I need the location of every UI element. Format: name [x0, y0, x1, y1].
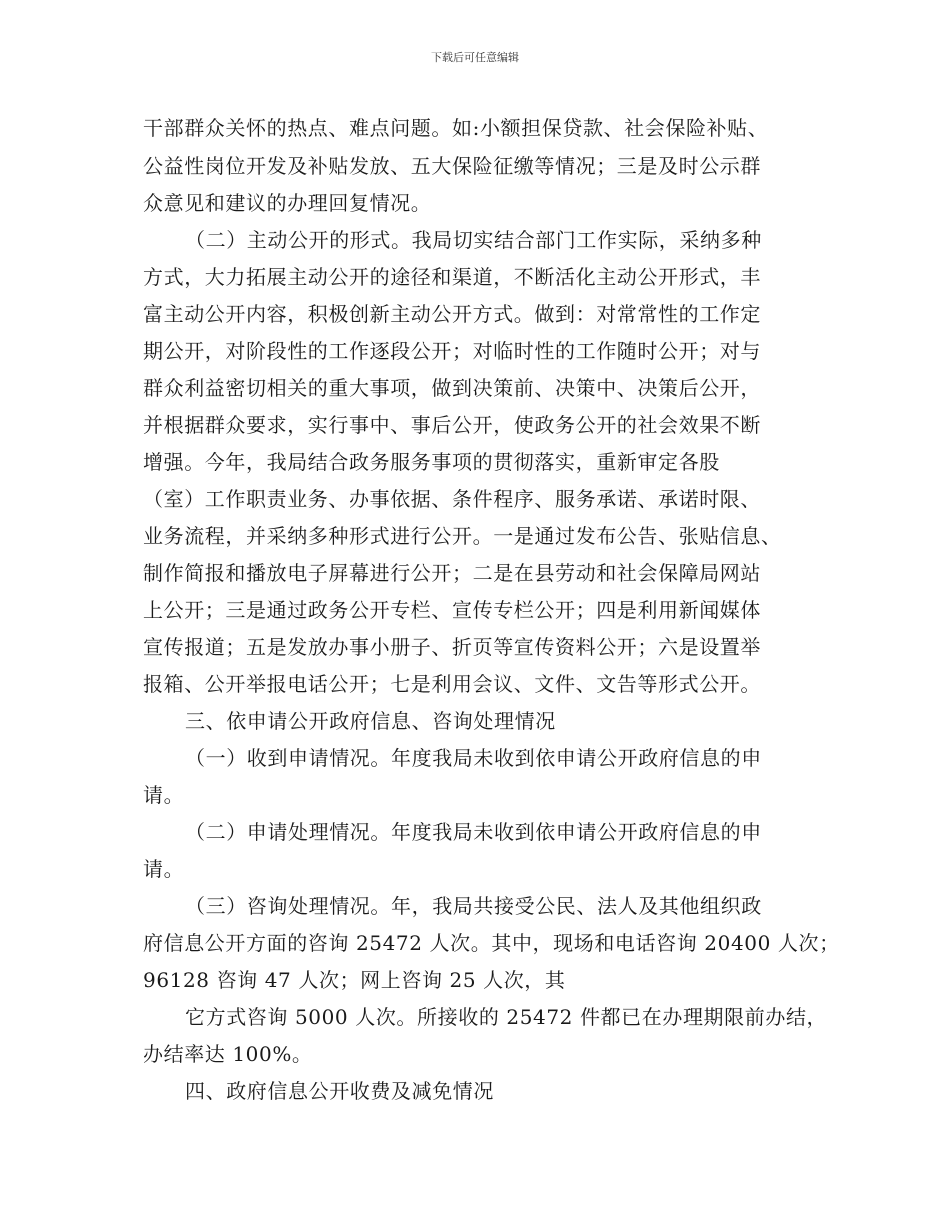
text-line: 公益性岗位开发及补贴发放、五大保险征缴等情况；三是及时公示群	[143, 154, 761, 178]
text-line: 期公开，对阶段性的工作逐段公开；对临时性的工作随时公开；对与	[143, 339, 761, 363]
text-line: 办结率达 100%。	[143, 1042, 313, 1066]
text-line: （二）主动公开的形式。我局切实结合部门工作实际，采纳多种	[185, 228, 762, 252]
section-heading: 四、政府信息公开收费及减免情况	[185, 1079, 494, 1103]
text-line: （一）收到申请情况。年度我局未收到依申请公开政府信息的申	[185, 746, 762, 770]
text-line: 96128 咨询 47 人次；网上咨询 25 人次，其	[143, 968, 566, 992]
page-header: 下载后可任意编辑	[431, 51, 519, 64]
text-line: 干部群众关怀的热点、难点问题。如:小额担保贷款、社会保险补贴、	[143, 116, 769, 140]
text-line: 群众利益密切相关的重大事项，做到决策前、决策中、决策后公开，	[143, 376, 761, 400]
section-heading: 三、依申请公开政府信息、咨询处理情况	[185, 709, 556, 733]
text-line: 方式，大力拓展主动公开的途径和渠道，不断活化主动公开形式，丰	[143, 265, 761, 289]
text-line: 众意见和建议的办理回复情况。	[143, 191, 432, 215]
text-line: 制作简报和播放电子屏幕进行公开；二是在县劳动和社会保障局网站	[143, 561, 761, 585]
text-line: 请。	[143, 857, 185, 881]
text-line: 业务流程，并采纳多种形式进行公开。一是通过发布公告、张贴信息、	[143, 524, 782, 548]
text-line: 增强。今年，我局结合政务服务事项的贯彻落实，重新审定各股	[143, 450, 720, 474]
text-line: 富主动公开内容，积极创新主动公开方式。做到：对常常性的工作定	[143, 302, 761, 326]
text-line: （二）申请处理情况。年度我局未收到依申请公开政府信息的申	[185, 820, 762, 844]
text-line: 府信息公开方面的咨询 25472 人次。其中，现场和电话咨询 20400 人次；	[143, 931, 840, 955]
text-line: 它方式咨询 5000 人次。所接收的 25472 件都已在办理期限前办结，	[185, 1005, 828, 1029]
text-line: 并根据群众要求，实行事中、事后公开，使政务公开的社会效果不断	[143, 413, 761, 437]
text-line: 请。	[143, 783, 185, 807]
text-line: 宣传报道；五是发放办事小册子、折页等宣传资料公开；六是设置举	[143, 635, 761, 659]
text-line: 上公开；三是通过政务公开专栏、宣传专栏公开；四是利用新闻媒体	[143, 598, 761, 622]
text-line: 报箱、公开举报电话公开；七是利用会议、文件、文告等形式公开。	[143, 672, 761, 696]
text-line: （室）工作职责业务、办事依据、条件程序、服务承诺、承诺时限、	[143, 487, 761, 511]
text-line: （三）咨询处理情况。年，我局共接受公民、法人及其他组织政	[185, 894, 762, 918]
